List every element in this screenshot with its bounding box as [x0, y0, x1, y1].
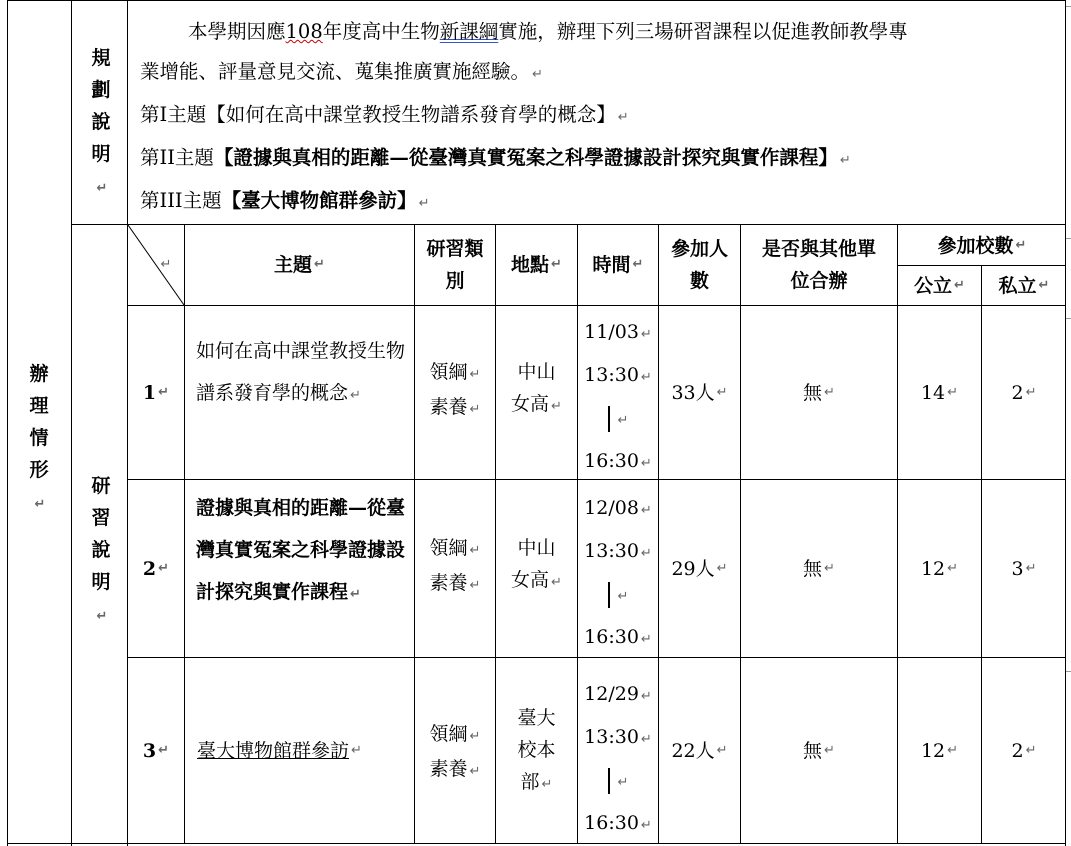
header-schools: 參加校數 ↵: [937, 235, 1027, 257]
row-1-co-organized: 無 ↵: [803, 381, 835, 404]
row-1-time: 11/03 ↵ 13:30 ↵ ↵ 16:30 ↵: [584, 321, 652, 472]
row-1-public: 14 ↵: [920, 381, 959, 404]
header-corner-mark: ↵: [160, 257, 172, 272]
row-3-category: 領綱 ↵ 素養 ↵: [429, 723, 481, 780]
row-3-time: 12/29 ↵ 13:30 ↵ ↵ 16:30 ↵: [584, 683, 652, 834]
workshop-label: 研習說明↵: [91, 475, 111, 624]
row-3-location: 臺大 校本 部 ↵: [517, 707, 556, 793]
row-2-attendees: 29人 ↵: [671, 557, 728, 580]
header-category: 研習類別: [426, 238, 484, 292]
column-divider: [71, 0, 72, 846]
row-1-topic: 如何在高中課堂教授生物譜系發育學的概念 ↵: [196, 340, 406, 404]
header-attendees: 參加人數: [670, 238, 728, 292]
theme-2-line: 第II主題【證據與真相的距離—從臺灣真實冤案之科學證據設計探究與實作課程】 ↵: [140, 146, 851, 169]
header-public: 公立 ↵: [914, 274, 965, 297]
row-3-co-organized: 無 ↵: [803, 739, 835, 762]
row-2-time: 12/08 ↵ 13:30 ↵ ↵ 16:30 ↵: [584, 497, 652, 648]
row-2-co-organized: 無 ↵: [803, 557, 835, 580]
header-co-organized: 是否與其他單位合辦: [761, 238, 876, 292]
row-1-number: 1 ↵: [142, 381, 170, 404]
row-3-attendees: 22人 ↵: [671, 739, 728, 762]
margin-mark: [1066, 318, 1071, 324]
row-2-location: 中山 女高 ↵: [511, 537, 562, 591]
intro-paragraph: 本學期因應108年度高中生物新課綱實施，辦理下列三場研習課程以促進教師教學專: [188, 20, 908, 43]
planning-label: 規劃說明↵: [91, 47, 111, 196]
row-1-location: 中山 女高 ↵: [511, 361, 562, 415]
header-time: 時間 ↵: [592, 254, 644, 276]
section-label: 辦理情形↵: [29, 363, 49, 512]
header-private: 私立 ↵: [998, 274, 1050, 297]
margin-mark: [1066, 238, 1071, 244]
table-border-top: [7, 0, 1066, 1]
row-2-category: 領綱 ↵ 素養 ↵: [429, 537, 481, 594]
row-3-topic: 臺大博物館群參訪 ↵: [197, 739, 362, 762]
row-1-attendees: 33人 ↵: [671, 381, 728, 404]
row-2-topic: 證據與真相的距離—從臺灣真實冤案之科學證據設計探究與實作課程 ↵: [196, 497, 406, 603]
table-border-left: [7, 0, 8, 846]
intro-paragraph: 業增能、評量意見交流、蒐集推廣實施經驗。 ↵: [140, 60, 543, 83]
row-2-private: 3 ↵: [1011, 557, 1037, 580]
row-1-private: 2 ↵: [1011, 381, 1037, 404]
row-2-number: 2 ↵: [142, 557, 170, 580]
theme-3-line: 第III主題【臺大博物館群參訪】 ↵: [140, 189, 430, 212]
row-3-private: 2 ↵: [1011, 739, 1037, 762]
margin-mark: [1066, 6, 1071, 12]
row-1-category: 領綱 ↵ 素養 ↵: [429, 361, 481, 418]
row-3-number: 3 ↵: [142, 739, 170, 762]
table-border-bottom: [7, 843, 1066, 844]
row-3-public: 12 ↵: [920, 739, 959, 762]
header-topic: 主題 ↵: [274, 254, 325, 276]
row-2-public: 12 ↵: [920, 557, 959, 580]
planning-intro: [140, 12, 1065, 224]
theme-1-line: 第I主題【如何在高中課堂教授生物譜系發育學的概念】 ↵: [140, 103, 629, 126]
header-location: 地點 ↵: [511, 254, 562, 276]
margin-mark: [1066, 671, 1071, 677]
